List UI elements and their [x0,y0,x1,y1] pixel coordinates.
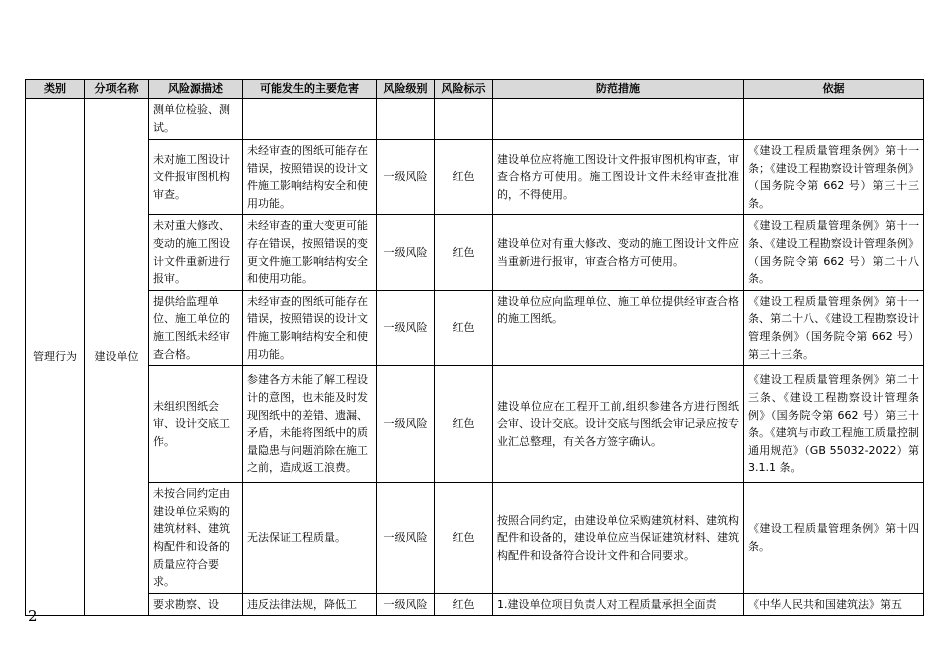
risk-description-cell: 提供给监理单位、施工单位的施工图纸未经审查合格。 [149,290,243,365]
risk-level-cell: 一级风险 [377,215,435,290]
header-risk-mark: 风险标示 [435,80,493,99]
table-row [26,140,924,215]
risk-level-cell: 一级风险 [377,483,435,594]
table-row [26,593,924,616]
hazard-cell: 参建各方未能了解工程设计的意图，也未能及时发现图纸中的差错、遗漏、矛盾，未能将图纸中的质量隐患与问题消除在施工之前，造成返工浪费。 [243,366,377,483]
risk-level-cell: 一级风险 [377,290,435,365]
risk-level-cell: 一级风险 [377,140,435,215]
risk-mark-cell: 红色 [435,366,493,483]
measure-cell: 建设单位对有重大修改、变动的施工图设计文件应当重新进行报审，审查合格方可使用。 [493,215,744,290]
measure-cell: 建设单位应将施工图设计文件报审图机构审查，审查合格方可使用。施工图设计文件未经审查批准的，不得使用。 [493,140,744,215]
table-row [26,290,924,365]
hazard-cell [243,99,377,140]
header-risk-description: 风险源描述 [149,80,243,99]
table-row [26,366,924,483]
risk-description-cell: 未对重大修改、变动的施工图设计文件重新进行报审。 [149,215,243,290]
risk-mark-cell: 红色 [435,215,493,290]
basis-cell: 《建设工程质量管理条例》第十一条、第二十八、《建设工程勘察设计管理条例》（国务院令第 662 号）第三十三条。 [744,290,924,365]
risk-level-cell [377,99,435,140]
basis-cell: 《建设工程质量管理条例》第二十三条、《建设工程勘察设计管理条例》（国务院令第 662 号）第三十条。《建筑与市政工程施工质量控制通用规范》（GB 55032-2022）第 3.1.1 条。 [744,366,924,483]
subitem-cell: 建设单位 [85,99,149,616]
table-header-row [26,80,924,99]
risk-mark-cell: 红色 [435,290,493,365]
hazard-cell: 无法保证工程质量。 [243,483,377,594]
measure-cell: 按照合同约定，由建设单位采购建筑材料、建筑构配件和设备的，建设单位应当保证建筑材料、建筑构配件和设备符合设计文件和合同要求。 [493,483,744,594]
risk-mark-cell: 红色 [435,593,493,616]
risk-description-cell: 要求勘察、设 [149,593,243,616]
table-row [26,215,924,290]
risk-mark-cell: 红色 [435,483,493,594]
measure-cell: 建设单位应在工程开工前,组织参建各方进行图纸会审、设计交底。设计交底与图纸会审记录应按专业汇总整理，有关各方签字确认。 [493,366,744,483]
page-number: 2 [28,607,38,625]
risk-mark-cell [435,99,493,140]
risk-table-sheet [25,79,923,616]
risk-table [25,79,924,616]
measure-cell: 建设单位应向监理单位、施工单位提供经审查合格的施工图纸。 [493,290,744,365]
basis-cell: 《中华人民共和国建筑法》第五 [744,593,924,616]
hazard-cell: 未经审查的重大变更可能存在错误，按照错误的变更文件施工影响结构安全和使用功能。 [243,215,377,290]
risk-mark-cell: 红色 [435,140,493,215]
risk-level-cell: 一级风险 [377,366,435,483]
hazard-cell: 未经审查的图纸可能存在错误，按照错误的设计文件施工影响结构安全和使用功能。 [243,290,377,365]
category-cell: 管理行为 [26,99,85,616]
basis-cell [744,99,924,140]
basis-cell: 《建设工程质量管理条例》第十一条；《建设工程勘察设计管理条例》（国务院令第 662 号）第三十三条。 [744,140,924,215]
basis-cell: 《建设工程质量管理条例》第十一条、《建设工程勘察设计管理条例》（国务院令第 662 号）第二十八条。 [744,215,924,290]
header-risk-level: 风险级别 [377,80,435,99]
table-row [26,99,924,140]
hazard-cell: 未经审查的图纸可能存在错误，按照错误的设计文件施工影响结构安全和使用功能。 [243,140,377,215]
measure-cell [493,99,744,140]
basis-cell: 《建设工程质量管理条例》第十四条。 [744,483,924,594]
risk-level-cell: 一级风险 [377,593,435,616]
risk-description-cell: 未对施工图设计文件报审图机构审查。 [149,140,243,215]
header-category: 类别 [26,80,85,99]
table-row [26,483,924,594]
hazard-cell: 违反法律法规，降低工 [243,593,377,616]
header-basis: 依据 [744,80,924,99]
header-main-hazard: 可能发生的主要危害 [243,80,377,99]
measure-cell: 1.建设单位项目负责人对工程质量承担全面责 [493,593,744,616]
risk-description-cell: 未组织图纸会审、设计交底工作。 [149,366,243,483]
header-prevention-measures: 防范措施 [493,80,744,99]
risk-description-cell: 未按合同约定由建设单位采购的建筑材料、建筑构配件和设备的质量应符合要求。 [149,483,243,594]
risk-description-cell: 测单位检验、测试。 [149,99,243,140]
header-subitem: 分项名称 [85,80,149,99]
